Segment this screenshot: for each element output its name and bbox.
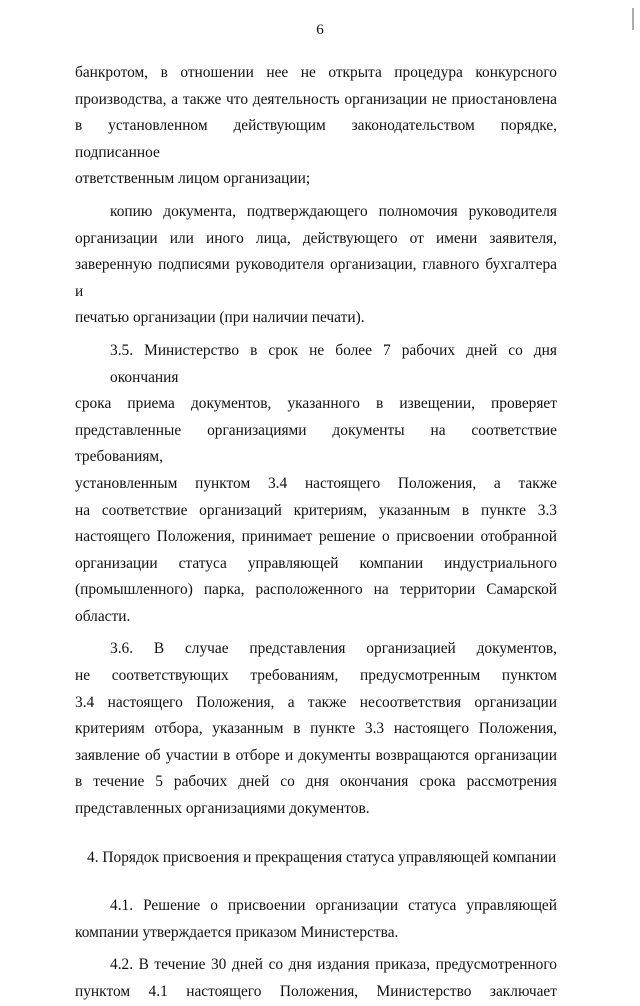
text-line: области. bbox=[75, 607, 131, 625]
text-line: 3.5. Министерство в срок не более 7 рабочих дней со дня окончания bbox=[110, 341, 557, 386]
text-line: ответственным лицом организации; bbox=[75, 170, 311, 188]
paragraph-4-1 bbox=[75, 893, 557, 946]
text-line: организации статуса управляющей компании индустриального bbox=[75, 554, 557, 572]
text-line: 3.4 настоящего Положения, а также несоответствия организации bbox=[75, 693, 557, 711]
text-line: заявление об участии в отборе и документы возвращаются организации bbox=[75, 746, 557, 764]
text-line: пунктом 4.1 настоящего Положения, Министерство заключает bbox=[75, 983, 557, 1000]
text-line: установленным пунктом 3.4 настоящего Положения, а также bbox=[75, 474, 557, 492]
text-line: на соответствие организаций критериям, указанным в пункте 3.3 bbox=[75, 501, 557, 519]
paragraph-bankruptcy-statement bbox=[75, 60, 557, 193]
page-number: 6 bbox=[316, 22, 324, 38]
text-line: 3.6. В случае представления организацией документов, bbox=[110, 640, 557, 658]
paragraph-4-2 bbox=[75, 952, 557, 1005]
paragraph-authority-document bbox=[75, 199, 557, 332]
text-line: не соответствующих требованиям, предусмотренным пунктом bbox=[75, 667, 557, 685]
text-line: заверенную подписями руководителя организации, главного бухгалтера и bbox=[75, 256, 557, 300]
text-line: компании утверждается приказом Министерства. bbox=[75, 923, 399, 941]
section-heading: 4. Порядок присвоения и прекращения статуса управляющей компании bbox=[87, 848, 557, 866]
text-line: копию документа, подтверждающего полномочия руководителя bbox=[110, 202, 557, 220]
text-line: (промышленного) парка, расположенного на территории Самарской bbox=[75, 581, 557, 599]
text-line: представленные организациями документы на соответствие требованиям, bbox=[75, 421, 557, 466]
text-line: печатью организации (при наличии печати). bbox=[75, 309, 365, 327]
text-line: настоящего Положения, принимает решение о присвоении отобранной bbox=[75, 528, 557, 546]
text-line: 4.1. Решение о присвоении организации статуса управляющей bbox=[110, 897, 557, 915]
document-body bbox=[75, 60, 557, 1006]
text-line: в течение 5 рабочих дней со дня окончания срока рассмотрения bbox=[75, 773, 557, 791]
text-line: организации или иного лица, действующего от имени заявителя, bbox=[75, 229, 557, 247]
text-line: производства, а также что деятельность организации не приостановлена bbox=[75, 90, 557, 108]
text-line: срока приема документов, указанного в извещении, проверяет bbox=[75, 395, 557, 413]
text-line: банкротом, в отношении нее не открыта процедура конкурсного bbox=[75, 64, 557, 81]
text-line: критериям отбора, указанным в пункте 3.3 настоящего Положения, bbox=[75, 720, 557, 738]
paragraph-3-5 bbox=[75, 338, 557, 631]
text-line: 4.2. В течение 30 дней со дня издания приказа, предусмотренного bbox=[110, 956, 557, 974]
paragraph-3-6 bbox=[75, 636, 557, 822]
text-line: в установленном действующим законодательством порядке, подписанное bbox=[75, 117, 557, 161]
text-line: представленных организациями документов. bbox=[75, 800, 370, 818]
